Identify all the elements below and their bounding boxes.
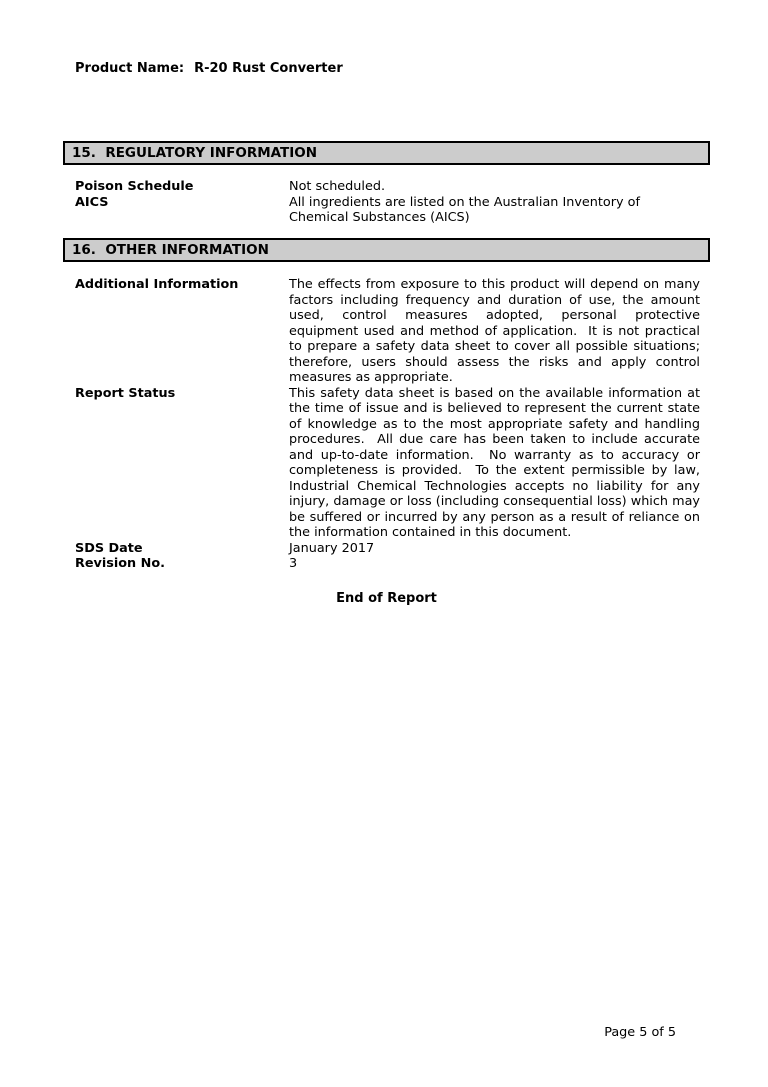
field-row-sds-date: [75, 541, 702, 557]
field-value: Not scheduled.: [289, 179, 386, 194]
section-15-header-bar: [63, 141, 710, 165]
field-row-revision-no: [75, 556, 702, 572]
section-16-header-bar: [63, 238, 710, 262]
end-of-report-text: End of Report: [336, 591, 437, 606]
field-label: Report Status: [75, 385, 176, 401]
field-value: This safety data sheet is based on the available information at the time of issue and is believed to represent the current state of knowledge as to the most appropriate safety and handling procedures. All due care has been taken to include accurate and up-to-date information. No warranty as to accuracy or completeness is provided. To the extent permissible by law, Industrial Chemical Technologies accepts no liability for any injury, damage or loss (including consequential loss) which may be suffered or incurred by any person as a result of reliance on the information contained in this document.: [289, 385, 700, 540]
field-label: Additional Information: [75, 277, 239, 292]
section-16-title: 16. OTHER INFORMATION: [72, 242, 269, 258]
field-label: Poison Schedule: [75, 179, 194, 194]
field-row-report-status: [75, 386, 702, 541]
field-row-aics: [75, 195, 702, 226]
field-row-additional-information: [75, 277, 702, 386]
section-16-content: [75, 277, 702, 572]
product-name-line: [75, 61, 343, 77]
field-value: All ingredients are listed on the Australian Inventory of Chemical Substances (AICS): [289, 194, 640, 225]
section-15-content: [75, 179, 702, 226]
product-name-label: Product Name:: [75, 61, 185, 76]
field-value: 3: [289, 556, 298, 571]
field-label: Revision No.: [75, 556, 165, 571]
page-number: Page 5 of 5: [604, 1025, 676, 1040]
section-15-title: 15. REGULATORY INFORMATION: [72, 145, 318, 161]
field-value: The effects from exposure to this product will depend on many factors including frequency and duration of use, the amount used, control measures adopted, personal protective equipment used and method of application. It is not practical to prepare a safety data sheet to cover all possible situations; therefore, users should assess the risks and apply control measures as appropriate.: [289, 277, 700, 385]
field-label: AICS: [75, 194, 109, 210]
product-name-value: R-20 Rust Converter: [194, 61, 343, 76]
field-row-poison-schedule: [75, 179, 702, 195]
field-value: January 2017: [289, 540, 375, 556]
field-label: SDS Date: [75, 540, 143, 556]
